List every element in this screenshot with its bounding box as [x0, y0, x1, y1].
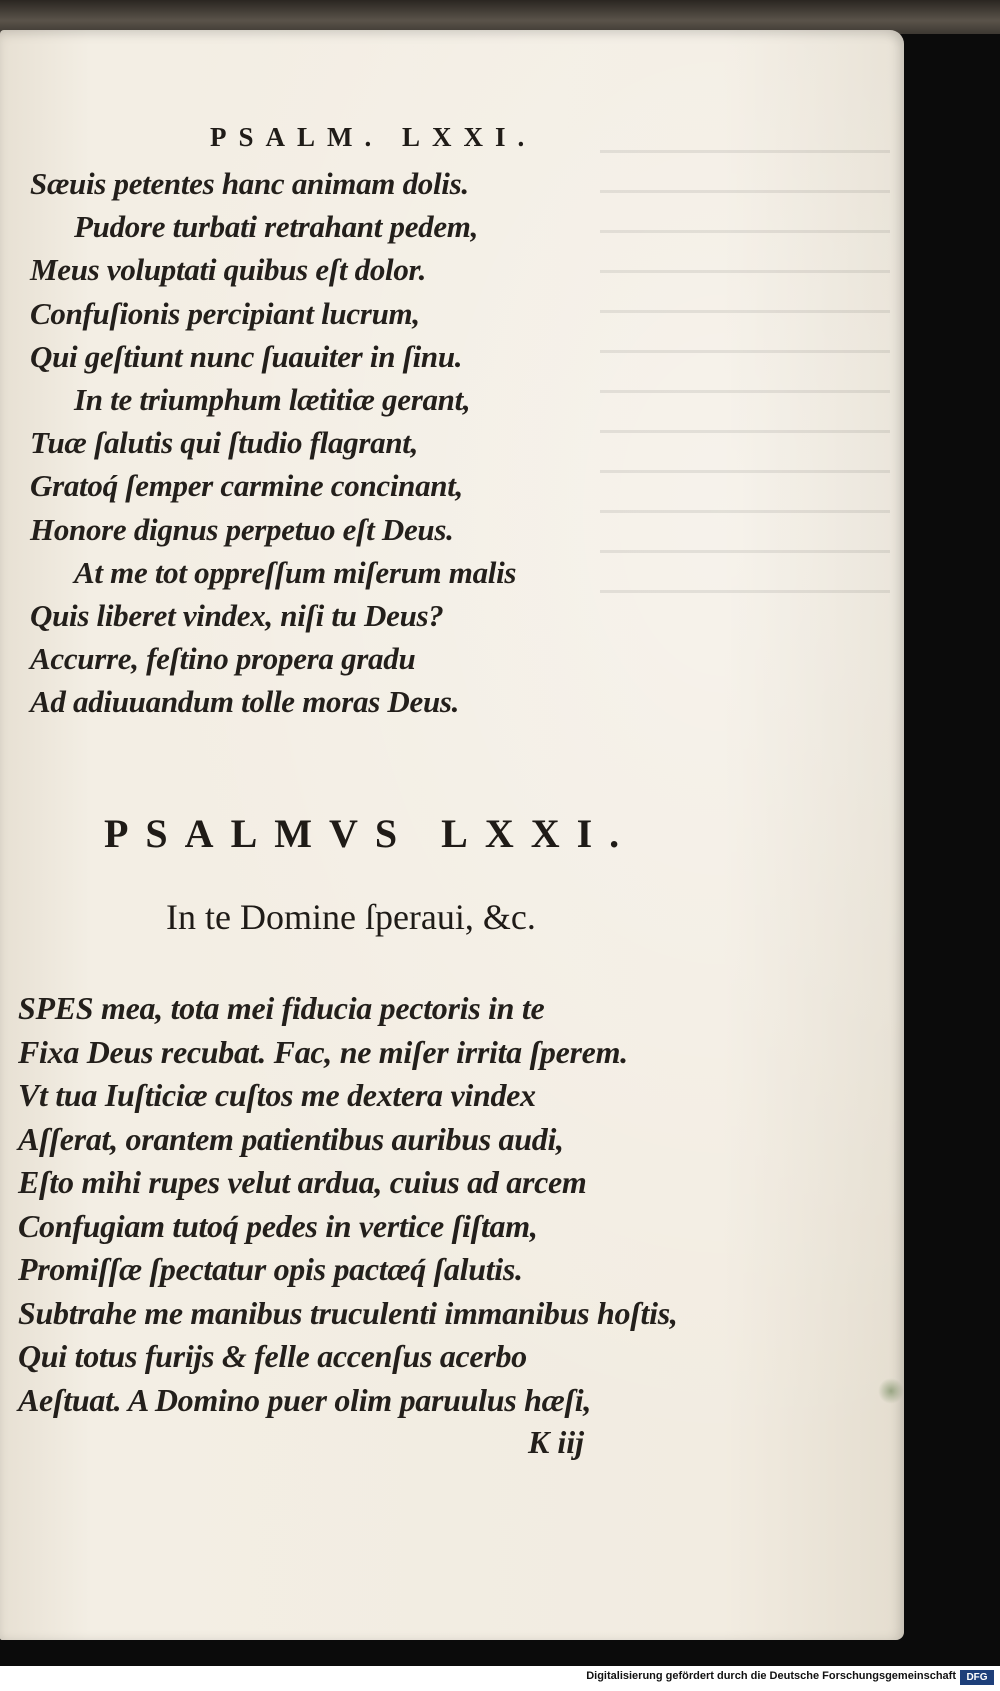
verse-line: Vt tua Iuſticiæ cuſtos me dextera vindex — [18, 1077, 536, 1113]
verse-line: At me tot oppreſſum miſerum malis — [74, 554, 517, 590]
verse-line: Eſto mihi rupes velut ardua, cuius ad arcem — [18, 1164, 587, 1200]
verse-line: Tuæ ſalutis qui ſtudio flagrant, — [30, 425, 419, 461]
verse-line: Subtrahe me manibus truculenti immanibus hoſtis, — [18, 1294, 678, 1331]
running-head: PSALM. LXXI. — [210, 122, 537, 152]
verse-line: Confuſionis percipiant lucrum, — [30, 295, 420, 331]
verse-line: Ad adiuuandum tolle moras Deus. — [30, 684, 460, 720]
psalm-heading: PSALMVS LXXI. — [104, 811, 637, 856]
verse-block-psalm-71 — [18, 987, 678, 1422]
book-page — [0, 30, 904, 1640]
psalm-incipit: In te Domine ſperaui, &c. — [166, 897, 536, 937]
verse-line: Aſſerat, orantem patientibus auribus audi, — [18, 1120, 564, 1157]
verse-line: Qui totus furijs & felle accenſus acerbo — [18, 1338, 527, 1374]
dfg-logo-icon: DFG — [960, 1670, 994, 1685]
verse-line: SPES mea, tota mei fiducia pectoris in te — [18, 990, 545, 1026]
verse-line: Honore dignus perpetuo eſt Deus. — [30, 511, 454, 547]
verse-line: In te triumphum lætitiæ gerant, — [74, 382, 471, 418]
verse-block-previous-psalm — [30, 162, 516, 724]
verse-line: Promiſſæ ſpectatur opis pactæq́ ſalutis. — [18, 1251, 523, 1287]
verse-line: Quis liberet vindex, niſi tu Deus? — [30, 598, 444, 634]
verse-line: Meus voluptati quibus eſt dolor. — [30, 252, 427, 288]
digitization-footer — [0, 1666, 1000, 1691]
verse-line: Accurre, feſtino propera gradu — [30, 641, 416, 677]
verse-line: Gratoq́ ſemper carmine concinant, — [30, 468, 463, 504]
show-through-text — [600, 150, 890, 630]
funding-credit: Digitalisierung gefördert durch die Deutsche Forschungsgemeinschaft — [586, 1670, 956, 1682]
page-stain — [878, 1378, 904, 1404]
verse-line: Sæuis petentes hanc animam dolis. — [30, 166, 469, 201]
verse-line: Qui geſtiunt nunc ſuauiter in ſinu. — [30, 338, 463, 374]
verse-line: Pudore turbati retrahant pedem, — [74, 209, 479, 245]
verse-line: Fixa Deus recubat. Fac, ne miſer irrita ſperem. — [18, 1033, 628, 1070]
signature-mark: K iij — [528, 1424, 585, 1460]
scan-top-edge — [0, 0, 1000, 34]
verse-line: Confugiam tutoq́ pedes in vertice ſiſtam, — [18, 1207, 538, 1244]
verse-line: Aeſtuat. A Domino puer olim paruulus hæſi, — [18, 1381, 592, 1418]
